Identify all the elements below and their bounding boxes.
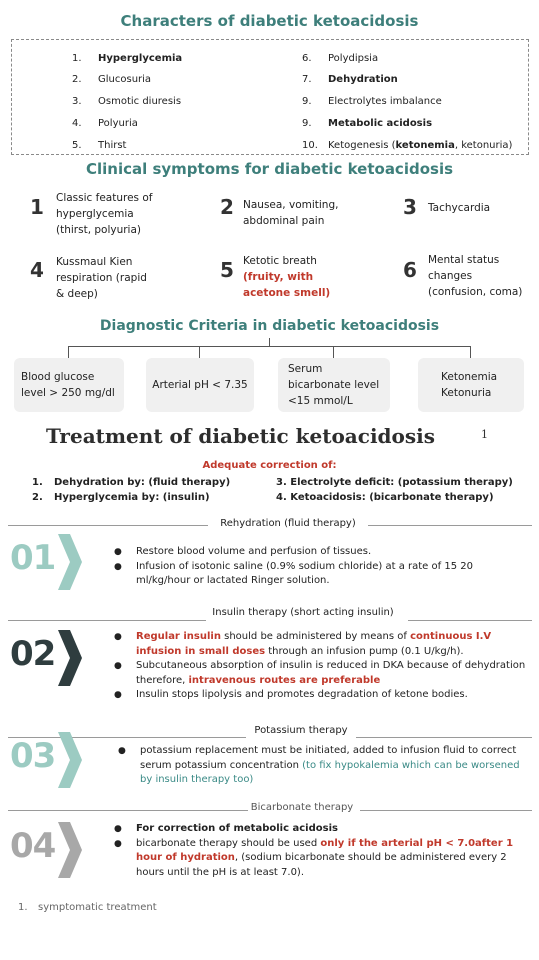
- title-superscript: 1: [481, 428, 488, 441]
- tree-branch-3: [333, 346, 334, 358]
- step-heading-4: Bicarbonate therapy: [250, 802, 354, 813]
- step-heading-2: Insulin therapy (short acting insulin): [212, 607, 394, 618]
- step-2-bullet-2: ● Subcutaneous absorption of insulin is reduced in DKA because of dehydration therefore, intravenous routes are preferable: [114, 660, 526, 686]
- symptom-number-2: 2: [220, 195, 234, 219]
- symptom-number-4: 4: [30, 258, 44, 282]
- bullet-icon: ●: [118, 746, 126, 756]
- bullet-icon: ●: [114, 547, 122, 557]
- adequate-item-2: 2. Hyperglycemia by: (insulin): [32, 492, 210, 503]
- section-title-treatment: Treatment of diabetic ketoacidosis: [46, 424, 435, 448]
- step-number-03: 03: [10, 736, 56, 776]
- bullet-icon: ●: [114, 661, 122, 671]
- adequate-heading: Adequate correction of:: [202, 460, 337, 471]
- step-chevron-04: [58, 822, 82, 878]
- symptom-text-6: Mental status changes (confusion, coma): [428, 254, 523, 298]
- divider-left-4: [8, 810, 248, 811]
- step-chevron-01: [58, 534, 82, 590]
- step-3-bullet-1: ● potassium replacement must be initiated, added to infusion fluid to correct serum potassium concentration (to fix hypokalemia which can be worsened by insulin therapy too): [118, 745, 520, 785]
- char-item-7: 7. Dehydration: [302, 74, 398, 85]
- step-2-bullet-3: ● Insulin stops lipolysis and promotes degradation of ketone bodies.: [136, 688, 526, 703]
- step-3-bullets: [118, 744, 526, 788]
- criterion-blood-glucose: Blood glucose level > 250 mg/dl: [14, 358, 124, 412]
- adequate-item-4: 4. Ketoacidosis: (bicarbonate therapy): [276, 492, 494, 503]
- divider-right-4: [360, 810, 532, 811]
- char-item-3: 3. Osmotic diuresis: [72, 96, 182, 107]
- symptom-number-6: 6: [403, 258, 417, 282]
- section-title-symptoms: Clinical symptoms for diabetic ketoacidosis: [0, 160, 539, 178]
- step-heading-1: Rehydration (fluid therapy): [220, 518, 356, 529]
- step-1-bullets: [114, 545, 526, 589]
- divider-right-1: [368, 525, 532, 526]
- symptom-number-1: 1: [30, 195, 44, 219]
- adequate-item-3: 3. Electrolyte deficit: (potassium therapy): [276, 477, 513, 488]
- step-4-bullet-2: ● bicarbonate therapy should be used only if the arterial pH < 7.0after 1 hour of hydration, (sodium bicarbonate should be administered every 2 hours until the pH is at least 7.0).: [114, 837, 514, 878]
- char-item-8: 9. Electrolytes imbalance: [302, 96, 442, 107]
- char-item-2: 2. Glucosuria: [72, 74, 152, 85]
- divider-left-1: [8, 525, 208, 526]
- tree-branch-1: [68, 346, 69, 358]
- char-item-9: 9. Metabolic acidosis: [302, 118, 433, 129]
- step-chevron-03: [58, 732, 82, 788]
- step-1-bullet-2: ● Infusion of isotonic saline (0.9% sodium chloride) at a rate of 15 20 ml/kg/hour or lactated Ringer solution.: [114, 560, 473, 586]
- char-item-6: 6. Polydipsia: [302, 53, 379, 64]
- char-item-4: 4. Polyuria: [72, 118, 138, 129]
- divider-right-2: [408, 620, 532, 621]
- footnote-text: symptomatic treatment: [38, 902, 157, 913]
- criterion-bicarbonate: Serum bicarbonate level <15 mmol/L: [278, 358, 390, 412]
- page-title: Characters of diabetic ketoacidosis: [120, 12, 419, 30]
- step-heading-3: Potassium therapy: [254, 725, 348, 736]
- step-2-bullet-1: ● Regular insulin should be administered by means of continuous I.V infusion in small doses through an infusion pump (0.1 U/kg/h).: [114, 631, 492, 657]
- step-4-bullet-1: ● For correction of metabolic acidosis: [136, 822, 528, 837]
- criterion-arterial-ph: Arterial pH < 7.35: [146, 358, 254, 412]
- tree-branch-4: [470, 346, 471, 358]
- divider-left-2: [8, 620, 206, 621]
- step-4-bullets: [114, 822, 528, 880]
- adequate-item-1: 1. Dehydration by: (fluid therapy): [32, 477, 231, 488]
- tree-branch-2: [199, 346, 200, 358]
- divider-right-3: [356, 737, 532, 738]
- char-item-5: 5. Thirst: [72, 140, 127, 151]
- section-title-diagnostic: Diagnostic Criteria in diabetic ketoacidosis: [99, 318, 440, 334]
- step-chevron-02: [58, 630, 82, 686]
- step-number-04: 04: [10, 826, 56, 866]
- symptom-text-4: Kussmaul Kien respiration (rapid & deep): [56, 256, 147, 300]
- symptom-number-5: 5: [220, 258, 234, 282]
- step-number-01: 01: [10, 538, 56, 578]
- bullet-icon: ●: [114, 561, 122, 572]
- char-item-10: 10. Ketogenesis (ketonemia, ketonuria): [302, 140, 513, 151]
- step-number-02: 02: [10, 634, 56, 674]
- bullet-icon: ●: [114, 690, 122, 700]
- char-item-1: 1. Hyperglycemia: [72, 53, 183, 64]
- symptom-number-3: 3: [403, 195, 417, 219]
- symptom-text-5: Ketotic breath (fruity, with acetone smell): [243, 255, 331, 299]
- tree-bar: [68, 346, 471, 347]
- bullet-icon: ●: [114, 838, 122, 849]
- tree-stem: [269, 338, 270, 346]
- footnote-number: 1.: [18, 902, 28, 913]
- bullet-icon: ●: [114, 824, 122, 834]
- symptom-text-2: Nausea, vomiting, abdominal pain: [243, 199, 339, 227]
- bullet-icon: ●: [114, 632, 122, 642]
- step-1-bullet-1: ● Restore blood volume and perfusion of tissues.: [136, 545, 526, 560]
- symptom-text-3: Tachycardia: [428, 202, 491, 214]
- step-2-bullets: [114, 630, 526, 703]
- criterion-ketonemia: Ketonemia Ketonuria: [418, 358, 524, 412]
- symptom-text-1: Classic features of hyperglycemia (thirst, polyuria): [56, 192, 153, 236]
